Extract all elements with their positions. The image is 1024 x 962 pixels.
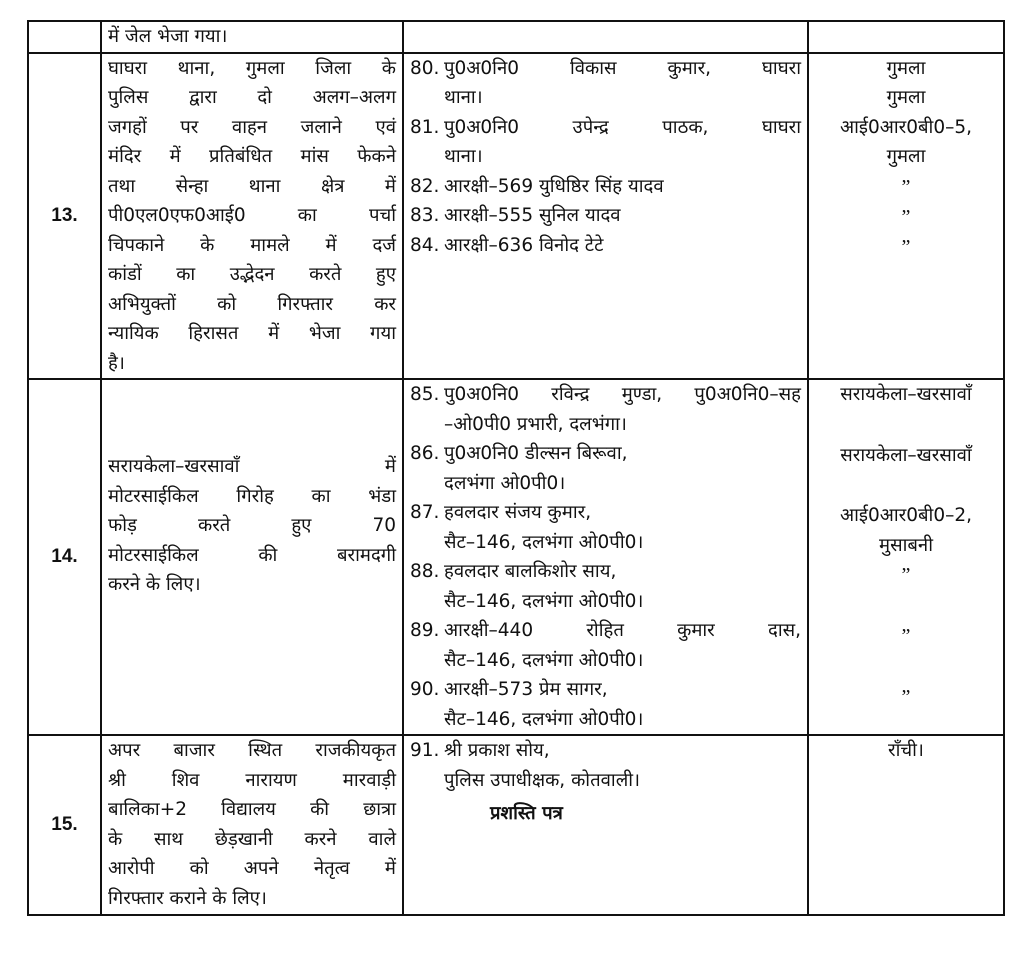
- personnel-entry: [410, 201, 801, 231]
- personnel-entry: [410, 83, 801, 113]
- description-cell: [101, 379, 403, 735]
- description-line: पुलिस द्वारा दो अलग–अलग: [108, 87, 396, 108]
- entry-number: 86.: [410, 443, 440, 464]
- office-cell: [808, 53, 1004, 380]
- entry-text: दलभंगा ओ0पी0।: [444, 472, 566, 494]
- personnel-entry: [410, 231, 801, 261]
- entry-text: सैट–146, दलभंगा ओ0पी0।: [444, 531, 644, 553]
- entry-text: श्री प्रकाश सोय,: [444, 740, 550, 761]
- serial-number: 14.: [28, 379, 101, 735]
- office-line: मुसाबनी: [879, 534, 933, 556]
- office-cell: [808, 21, 1004, 53]
- entry-number: 87.: [410, 502, 440, 523]
- entry-text: पु0अ0नि0 डील्सन बिरूवा,: [444, 443, 628, 464]
- personnel-cell: [403, 379, 808, 735]
- office-line: राँची।: [888, 740, 924, 761]
- entry-number: 81.: [410, 116, 440, 138]
- personnel-cell: [403, 21, 808, 53]
- table-row: [28, 21, 1004, 53]
- description-line: कांडों का उद्भेदन करते हुए: [108, 264, 396, 285]
- entry-text: –ओ0पी0 प्रभारी, दलभंगा।: [444, 413, 627, 435]
- description-line: में जेल भेजा गया।: [108, 26, 228, 47]
- office-line: गुमला: [886, 57, 926, 79]
- personnel-entry: [410, 113, 801, 143]
- table-row: [28, 735, 1004, 915]
- personnel-entry: [410, 587, 801, 617]
- ditto-mark: ”: [901, 175, 911, 198]
- entry-text: पु0अ0नि0 विकास कुमार, घाघरा: [444, 57, 801, 79]
- ditto-mark: ”: [901, 235, 911, 258]
- description-cell: [101, 735, 403, 915]
- personnel-cell: [403, 735, 808, 915]
- personnel-entry: [410, 705, 801, 735]
- entry-number: 89.: [410, 620, 440, 641]
- entry-text: पु0अ0नि0 रविन्द्र मुण्डा, पु0अ0नि0–सह: [444, 384, 801, 405]
- description-line: श्री शिव नारायण मारवाड़ी: [108, 769, 396, 791]
- personnel-entry: [410, 766, 801, 796]
- entry-text: आरक्षी–569 युधिष्ठिर सिंह यादव: [444, 175, 664, 197]
- personnel-entry: [410, 557, 801, 587]
- personnel-entry: [410, 736, 801, 766]
- table-row: [28, 53, 1004, 380]
- award-list-table: [27, 20, 1005, 916]
- description-line: न्यायिक हिरासत में भेजा गया: [108, 323, 396, 344]
- description-line: के साथ छेड़खानी करने वाले: [108, 828, 396, 850]
- entry-number: 90.: [410, 679, 440, 700]
- serial-cell: [28, 21, 101, 53]
- description-cell: [101, 21, 403, 53]
- description-line: तथा सेन्हा थाना क्षेत्र में: [108, 175, 396, 197]
- entry-text: सैट–146, दलभंगा ओ0पी0।: [444, 708, 644, 730]
- description-line: करने के लिए।: [108, 574, 201, 596]
- description-line: घाघरा थाना, गुमला जिला के: [108, 57, 396, 79]
- description-line: आरोपी को अपने नेतृत्व में: [108, 858, 396, 879]
- office-line: आई0आर0बी0–2,: [839, 505, 973, 526]
- entry-number: 88.: [410, 561, 440, 582]
- entry-number: 80.: [410, 57, 440, 79]
- entry-number: 82.: [410, 175, 440, 197]
- ditto-mark: ”: [901, 564, 911, 586]
- description-line: अपर बाजार स्थित राजकीयकृत: [108, 740, 396, 761]
- entry-number: 91.: [410, 740, 440, 761]
- serial-number: 15.: [28, 735, 101, 915]
- personnel-entry: [410, 439, 801, 469]
- entry-text: हवलदार संजय कुमार,: [444, 502, 592, 523]
- entry-text: आरक्षी–573 प्रेम सागर,: [444, 679, 608, 700]
- entry-text: पु0अ0नि0 उपेन्द्र पाठक, घाघरा: [444, 116, 801, 138]
- entry-text: पुलिस उपाधीक्षक, कोतवाली।: [444, 769, 641, 791]
- ditto-mark: ”: [901, 686, 911, 708]
- description-line: गिरफ्तार कराने के लिए।: [108, 887, 267, 909]
- entry-number: 84.: [410, 234, 440, 256]
- personnel-entry: [410, 54, 801, 84]
- description-line: मोटरसाईकिल गिरोह का भंडा: [108, 485, 396, 507]
- office-line: सरायकेला–खरसावाँ: [840, 384, 972, 405]
- entry-number: 83.: [410, 205, 440, 226]
- description-line: जगहों पर वाहन जलाने एवं: [108, 116, 396, 138]
- entry-text: थाना।: [444, 87, 483, 108]
- description-cell: [101, 53, 403, 380]
- description-line: फोड़ करते हुए 70: [108, 515, 396, 537]
- personnel-entry: [410, 498, 801, 528]
- personnel-entry: [410, 528, 801, 558]
- office-line: आई0आर0बी0–5,: [839, 116, 973, 138]
- award-title: प्रशस्ति पत्र: [490, 803, 563, 824]
- personnel-entry: [410, 142, 801, 172]
- office-line: गुमला: [886, 87, 926, 108]
- description-line: है।: [108, 352, 125, 374]
- ditto-mark: ”: [901, 205, 911, 228]
- personnel-entry: [410, 469, 801, 499]
- entry-text: आरक्षी–636 विनोद टेटे: [444, 234, 604, 256]
- office-line: गुमला: [886, 146, 926, 167]
- description-line: बालिका+2 विद्यालय की छात्रा: [108, 799, 396, 820]
- description-line: चिपकाने के मामले में दर्ज: [108, 234, 396, 256]
- entry-text: आरक्षी–555 सुनिल यादव: [444, 205, 621, 226]
- description-line: पी0एल0एफ0आई0 का पर्चा: [108, 205, 396, 226]
- office-cell: [808, 379, 1004, 735]
- entry-number: 85.: [410, 384, 440, 405]
- personnel-entry: [410, 675, 801, 705]
- entry-text: सैट–146, दलभंगा ओ0पी0।: [444, 590, 644, 612]
- entry-text: हवलदार बालकिशोर साय,: [444, 561, 617, 582]
- entry-text: सैट–146, दलभंगा ओ0पी0।: [444, 649, 644, 671]
- personnel-entry: [410, 646, 801, 676]
- personnel-entry: [410, 380, 801, 410]
- description-line: सरायकेला–खरसावाँ में: [108, 456, 396, 478]
- entry-text: आरक्षी–440 रोहित कुमार दास,: [444, 620, 801, 641]
- description-line: मंदिर में प्रतिबंधित मांस फेकने: [108, 146, 396, 167]
- serial-number: 13.: [28, 53, 101, 380]
- personnel-cell: [403, 53, 808, 380]
- personnel-entry: [410, 172, 801, 202]
- personnel-entry: [410, 410, 801, 440]
- description-line: अभियुक्तों को गिरफ्तार कर: [108, 293, 396, 315]
- description-line: मोटरसाईकिल की बरामदगी: [108, 544, 396, 566]
- entry-text: थाना।: [444, 146, 483, 167]
- personnel-entry: [410, 616, 801, 646]
- office-line: सरायकेला–खरसावाँ: [840, 444, 972, 466]
- table-row: [28, 379, 1004, 735]
- office-cell: [808, 735, 1004, 915]
- ditto-mark: ”: [901, 625, 911, 647]
